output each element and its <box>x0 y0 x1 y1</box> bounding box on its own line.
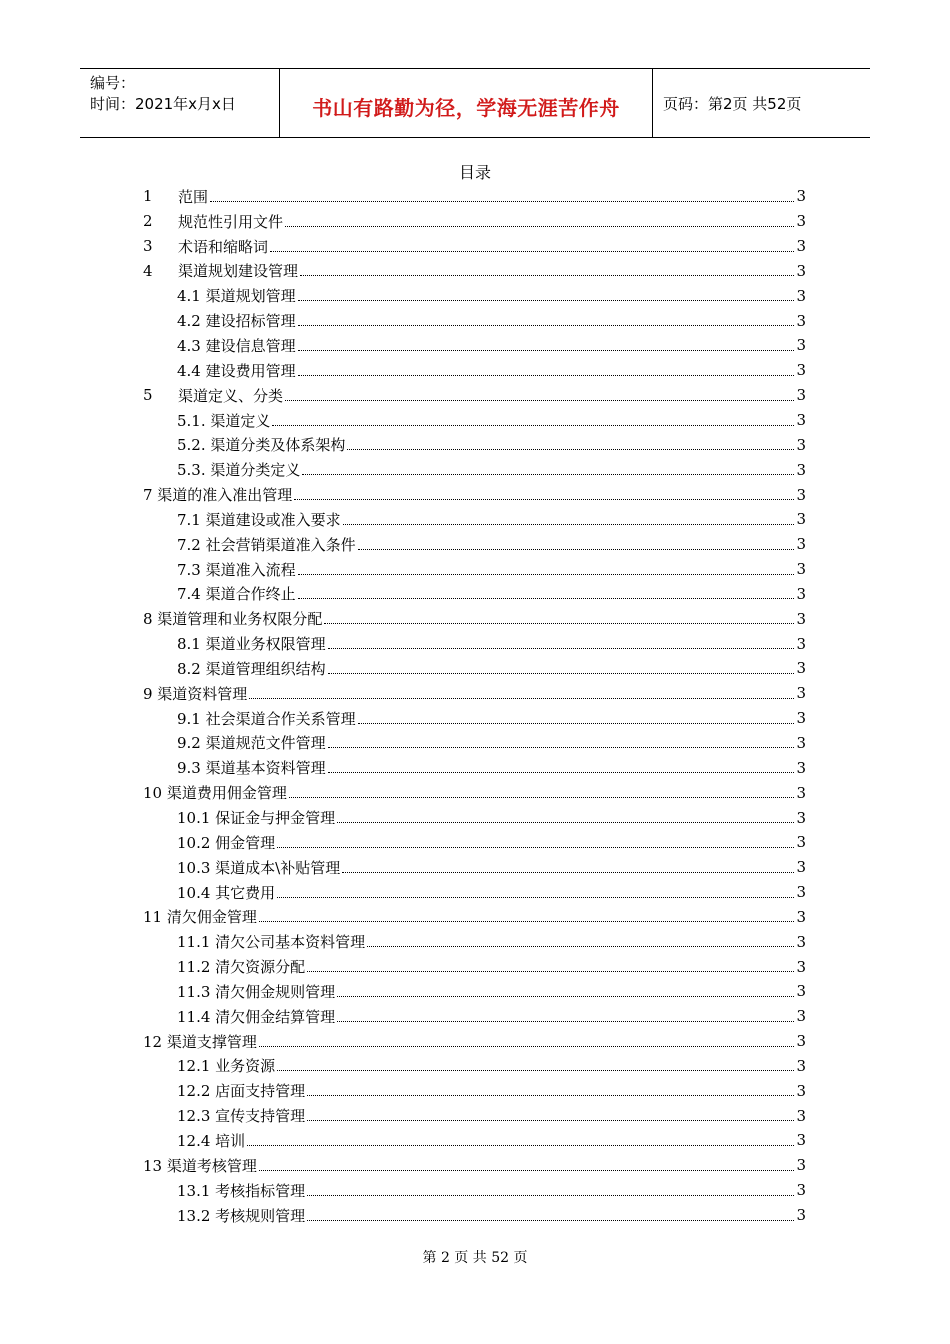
toc-entry-page: 3 <box>796 659 806 678</box>
toc-leader-dots <box>277 897 794 898</box>
toc-entry[interactable] <box>143 780 806 805</box>
toc-leader-dots <box>328 673 794 674</box>
toc-entry-page: 3 <box>796 982 806 1001</box>
toc-entry-page: 3 <box>796 1007 806 1026</box>
toc-entry[interactable] <box>143 283 806 308</box>
toc-entry-page: 3 <box>796 1206 806 1225</box>
toc-entry-page: 3 <box>796 808 806 827</box>
toc-entry[interactable] <box>143 656 806 681</box>
toc-leader-dots <box>277 847 794 848</box>
toc-entry[interactable] <box>143 532 806 557</box>
toc-leader-dots <box>328 648 794 649</box>
toc-entry[interactable] <box>143 1029 806 1054</box>
toc-entry-text: 5.3. 渠道分类定义 <box>177 461 301 480</box>
toc-entry-page: 3 <box>796 460 806 479</box>
toc-entry[interactable] <box>143 308 806 333</box>
toc-leader-dots <box>307 1220 794 1221</box>
header-number-label: 编号： <box>90 74 136 92</box>
toc-entry-text: 11.3 清欠佣金规则管理 <box>177 982 336 1001</box>
toc-entry[interactable] <box>143 507 806 532</box>
toc-entry-page: 3 <box>796 1156 806 1175</box>
toc-entry[interactable] <box>143 557 806 582</box>
toc-entry-page: 3 <box>796 858 806 877</box>
header-time-label: 时间：2021年x月x日 <box>90 95 236 113</box>
toc-entry-text: 10.3 渠道成本\补贴管理 <box>177 858 341 877</box>
toc-entry-page: 3 <box>796 212 806 231</box>
toc-leader-dots <box>302 474 794 475</box>
toc-entry[interactable] <box>143 855 806 880</box>
toc-entry-page: 3 <box>796 957 806 976</box>
toc-entry[interactable] <box>143 606 806 631</box>
toc-leader-dots <box>343 524 794 525</box>
toc-leader-dots <box>367 946 794 947</box>
toc-leader-dots <box>298 350 794 351</box>
toc-entry-text: 8.2 渠道管理组织结构 <box>177 659 326 678</box>
toc-entry-text: 4.2 建设招标管理 <box>177 312 296 331</box>
toc-entry-page: 3 <box>796 1081 806 1100</box>
toc-entry-number: 2 <box>143 212 153 231</box>
toc-entry-page: 3 <box>796 634 806 653</box>
toc-title: 目录 <box>458 163 491 182</box>
toc-entry-text: 9.2 渠道规范文件管理 <box>177 734 326 753</box>
toc-entry-text: 规范性引用文件 <box>178 212 284 231</box>
toc-entry-page: 3 <box>796 1032 806 1051</box>
toc-entry-page: 3 <box>796 709 806 728</box>
toc-entry-text: 9.3 渠道基本资料管理 <box>177 759 326 778</box>
toc-entry-text: 4.4 建设费用管理 <box>177 361 296 380</box>
toc-leader-dots <box>358 723 794 724</box>
toc-leader-dots <box>259 1170 794 1171</box>
toc-leader-dots <box>337 822 794 823</box>
toc-leader-dots <box>298 375 794 376</box>
toc-entry-text: 7.4 渠道合作终止 <box>177 585 296 604</box>
toc-entry-page: 3 <box>796 411 806 430</box>
toc-entry-text: 12.3 宣传支持管理 <box>177 1107 306 1126</box>
toc-leader-dots <box>307 971 794 972</box>
toc-entry[interactable] <box>143 1203 806 1228</box>
toc-entry-text: 13.1 考核指标管理 <box>177 1181 306 1200</box>
toc-entry-text: 9 渠道资料管理 <box>143 684 248 703</box>
toc-entry-text: 7 渠道的准入准出管理 <box>143 486 293 505</box>
toc-entry-text: 渠道规划建设管理 <box>178 262 299 281</box>
toc-entry[interactable] <box>143 1103 806 1128</box>
toc-leader-dots <box>210 201 794 202</box>
toc-leader-dots <box>337 1021 794 1022</box>
toc-entry[interactable] <box>143 432 806 457</box>
toc-leader-dots <box>307 1195 794 1196</box>
toc-entry-text: 11.2 清欠资源分配 <box>177 958 306 977</box>
toc-entry-page: 3 <box>796 932 806 951</box>
toc-entry-number: 4 <box>143 261 153 280</box>
toc-entry-text: 12.2 店面支持管理 <box>177 1082 306 1101</box>
toc-leader-dots <box>285 226 794 227</box>
toc-entry[interactable] <box>143 1153 806 1178</box>
toc-entry[interactable] <box>143 358 806 383</box>
toc-entry[interactable] <box>143 830 806 855</box>
toc-entry[interactable] <box>143 1004 806 1029</box>
toc-leader-dots <box>347 449 794 450</box>
toc-entry-text: 4.1 渠道规划管理 <box>177 287 296 306</box>
toc-entry-page: 3 <box>796 758 806 777</box>
toc-entry-text: 8 渠道管理和业务权限分配 <box>143 610 323 629</box>
toc-leader-dots <box>285 400 794 401</box>
toc-entry-text: 11 清欠佣金管理 <box>143 908 257 927</box>
toc-entry[interactable] <box>143 408 806 433</box>
toc-entry-number: 5 <box>143 386 153 405</box>
toc-entry-page: 3 <box>796 485 806 504</box>
toc-entry[interactable] <box>143 1128 806 1153</box>
toc-entry-text: 12.4 培训 <box>177 1131 246 1150</box>
toc-leader-dots <box>298 574 794 575</box>
header-left-cell <box>80 69 280 137</box>
toc-leader-dots <box>337 996 794 997</box>
toc-entry-page: 3 <box>796 560 806 579</box>
toc-entry[interactable] <box>143 333 806 358</box>
toc-entry-text: 范围 <box>178 187 209 206</box>
toc-leader-dots <box>307 1095 794 1096</box>
toc-entry-page: 3 <box>796 336 806 355</box>
toc-entry[interactable] <box>143 706 806 731</box>
toc-entry-page: 3 <box>796 510 806 529</box>
toc-leader-dots <box>259 1046 794 1047</box>
toc-entry[interactable] <box>143 681 806 706</box>
toc-leader-dots <box>298 325 794 326</box>
toc-entry-page: 3 <box>796 1131 806 1150</box>
toc-leader-dots <box>298 598 794 599</box>
toc-entry-text: 10 渠道费用佣金管理 <box>143 784 287 803</box>
toc-entry-page: 3 <box>796 237 806 256</box>
toc-entry[interactable] <box>143 234 806 259</box>
toc-entry[interactable] <box>143 880 806 905</box>
toc-entry[interactable] <box>143 631 806 656</box>
toc-entry[interactable] <box>143 1054 806 1079</box>
toc-entry-text: 9.1 社会渠道合作关系管理 <box>177 709 356 728</box>
toc-entry-page: 3 <box>796 435 806 454</box>
toc-entry-page: 3 <box>796 684 806 703</box>
toc-entry-page: 3 <box>796 833 806 852</box>
toc-leader-dots <box>298 300 794 301</box>
toc-entry-text: 4.3 建设信息管理 <box>177 336 296 355</box>
toc-entry-text: 渠道定义、分类 <box>178 386 284 405</box>
toc-entry[interactable] <box>143 184 806 209</box>
header-page-info: 页码：第2页 共52页 <box>663 94 802 113</box>
toc-entry-text: 13 渠道考核管理 <box>143 1156 257 1175</box>
toc-entry[interactable] <box>143 457 806 482</box>
toc-leader-dots <box>247 1145 794 1146</box>
page-header <box>80 68 870 138</box>
toc-entry-page: 3 <box>796 261 806 280</box>
toc-entry-page: 3 <box>796 1056 806 1075</box>
toc-entry[interactable] <box>143 1178 806 1203</box>
header-motto: 书山有路勤为径，学海无涯苦作舟 <box>280 69 653 137</box>
toc-leader-dots <box>294 499 794 500</box>
toc-entry-text: 11.1 清欠公司基本资料管理 <box>177 933 366 952</box>
toc-entry-text: 10.2 佣金管理 <box>177 833 276 852</box>
toc-list <box>143 184 806 1227</box>
toc-entry-page: 3 <box>796 609 806 628</box>
toc-leader-dots <box>307 1120 794 1121</box>
toc-entry-text: 11.4 清欠佣金结算管理 <box>177 1007 336 1026</box>
toc-entry-page: 3 <box>796 783 806 802</box>
toc-entry-page: 3 <box>796 361 806 380</box>
toc-entry[interactable] <box>143 755 806 780</box>
toc-leader-dots <box>324 623 794 624</box>
toc-entry[interactable] <box>143 904 806 929</box>
toc-leader-dots <box>342 872 794 873</box>
toc-entry-text: 12.1 业务资源 <box>177 1057 276 1076</box>
toc-entry[interactable] <box>143 731 806 756</box>
toc-entry-text: 术语和缩略词 <box>178 237 269 256</box>
toc-entry-page: 3 <box>796 907 806 926</box>
toc-entry-text: 8.1 渠道业务权限管理 <box>177 635 326 654</box>
toc-leader-dots <box>328 772 794 773</box>
toc-entry-text: 5.1. 渠道定义 <box>177 411 271 430</box>
toc-entry[interactable] <box>143 259 806 284</box>
toc-leader-dots <box>328 747 794 748</box>
toc-entry[interactable] <box>143 582 806 607</box>
toc-leader-dots <box>289 797 794 798</box>
toc-entry[interactable] <box>143 805 806 830</box>
toc-entry[interactable] <box>143 979 806 1004</box>
toc-entry-text: 7.2 社会营销渠道准入条件 <box>177 535 356 554</box>
toc-entry-text: 7.1 渠道建设或准入要求 <box>177 510 341 529</box>
toc-entry-text: 10.4 其它费用 <box>177 883 276 902</box>
toc-entry-page: 3 <box>796 535 806 554</box>
toc-entry-number: 3 <box>143 237 153 256</box>
toc-entry-page: 3 <box>796 584 806 603</box>
toc-entry[interactable] <box>143 954 806 979</box>
toc-leader-dots <box>300 275 794 276</box>
page-footer: 第 2 页 共 52 页 <box>422 1250 528 1266</box>
toc-entry-page: 3 <box>796 1106 806 1125</box>
toc-entry[interactable] <box>143 383 806 408</box>
toc-leader-dots <box>259 921 794 922</box>
toc-entry[interactable] <box>143 929 806 954</box>
toc-entry[interactable] <box>143 209 806 234</box>
toc-entry-page: 3 <box>796 1181 806 1200</box>
toc-entry-page: 3 <box>796 386 806 405</box>
toc-leader-dots <box>358 549 794 550</box>
toc-entry[interactable] <box>143 482 806 507</box>
toc-entry-number: 1 <box>143 187 153 206</box>
toc-entry-page: 3 <box>796 733 806 752</box>
toc-leader-dots <box>270 251 794 252</box>
toc-entry-page: 3 <box>796 286 806 305</box>
toc-leader-dots <box>249 698 794 699</box>
toc-leader-dots <box>277 1070 794 1071</box>
toc-entry-text: 12 渠道支撑管理 <box>143 1032 257 1051</box>
toc-entry-page: 3 <box>796 187 806 206</box>
toc-entry-text: 13.2 考核规则管理 <box>177 1206 306 1225</box>
toc-leader-dots <box>272 425 794 426</box>
toc-entry-page: 3 <box>796 311 806 330</box>
toc-entry-text: 10.1 保证金与押金管理 <box>177 809 336 828</box>
toc-entry[interactable] <box>143 1078 806 1103</box>
toc-entry-text: 7.3 渠道准入流程 <box>177 560 296 579</box>
toc-entry-text: 5.2. 渠道分类及体系架构 <box>177 436 346 455</box>
toc-entry-page: 3 <box>796 883 806 902</box>
